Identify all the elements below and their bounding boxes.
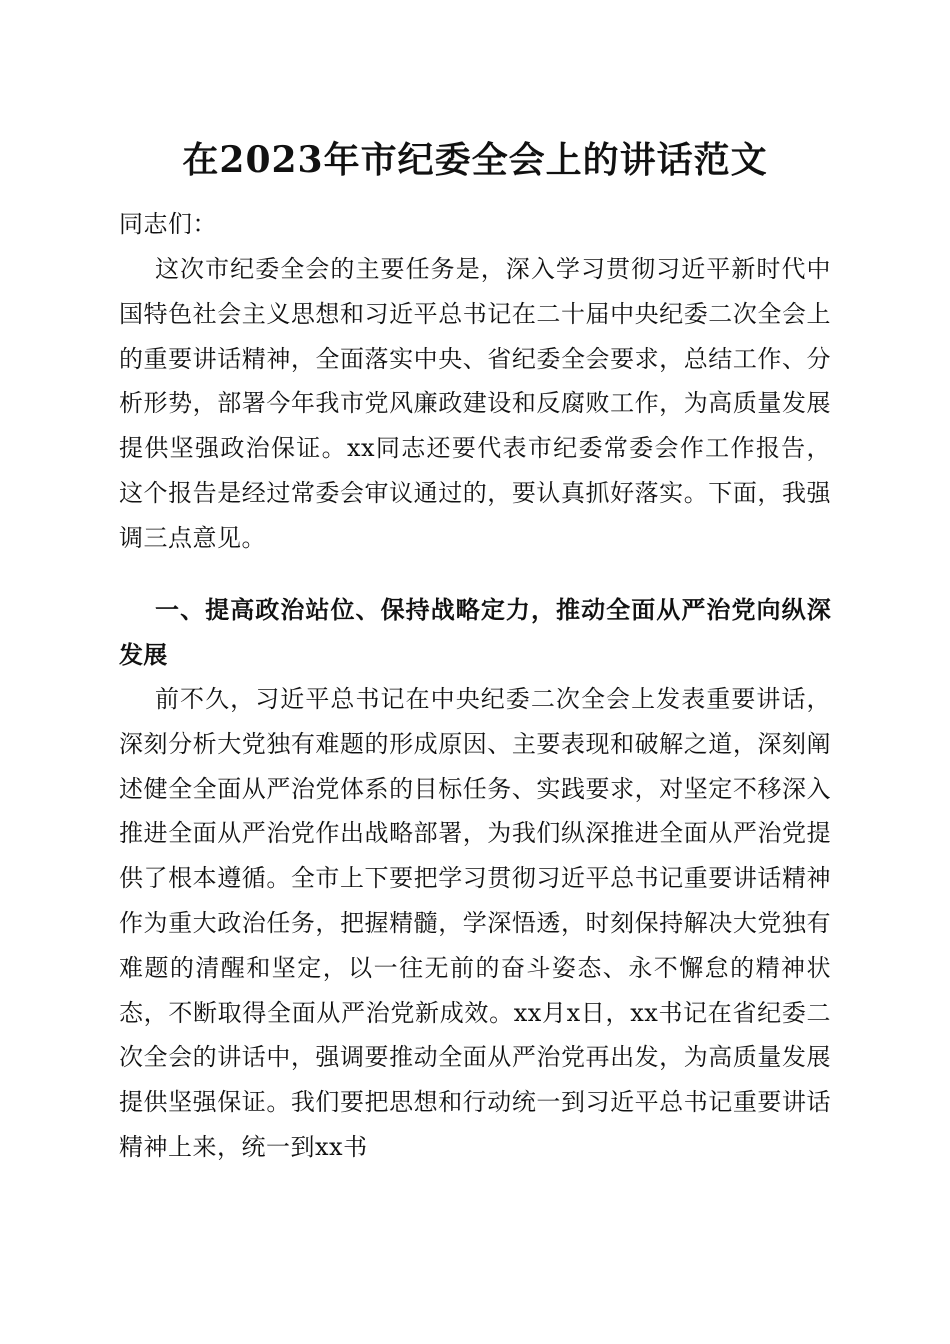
document-title: 在2023年市纪委全会上的讲话范文 — [182, 139, 768, 181]
paragraph-intro: 这次市纪委全会的主要任务是，深入学习贯彻习近平新时代中国特色社会主义思想和习近平总书记在二十届中央纪委二次全会上的重要讲话精神，全面落实中央、省纪委全会要求，总结工作、分析形势，部署今年我市党风廉政建设和反腐败工作，为高质量发展提供坚强政治保证。xx同志还要代表市纪委常委会作工作报告，这个报告是经过常委会审议通过的，要认真抓好落实。下面，我强调三点意见。 — [119, 255, 831, 552]
section-heading-1: 一、提高政治站位、保持战略定力，推动全面从严治党向纵深发展 — [119, 596, 831, 669]
paragraph-section-1: 前不久，习近平总书记在中央纪委二次全会上发表重要讲话，深刻分析大党独有难题的形成原因、主要表现和破解之道，深刻阐述健全全面从严治党体系的目标任务、实践要求，对坚定不移深入推进全面从严治党作出战略部署，为我们纵深推进全面从严治党提供了根本遵循。全市上下要把学习贯彻习近平总书记重要讲话精神作为重大政治任务，把握精髓，学深悟透，时刻保持解决大党独有难题的清醒和坚定，以一往无前的奋斗姿态、永不懈怠的精神状态，不断取得全面从严治党新成效。xx月x日，xx书记在省纪委二次全会的讲话中，强调要推动全面从严治党再出发，为高质量发展提供坚强保证。我们要把思想和行动统一到习近平总书记重要讲话精神上来，统一到xx书 — [119, 685, 831, 1161]
salutation: 同志们： — [119, 210, 217, 238]
